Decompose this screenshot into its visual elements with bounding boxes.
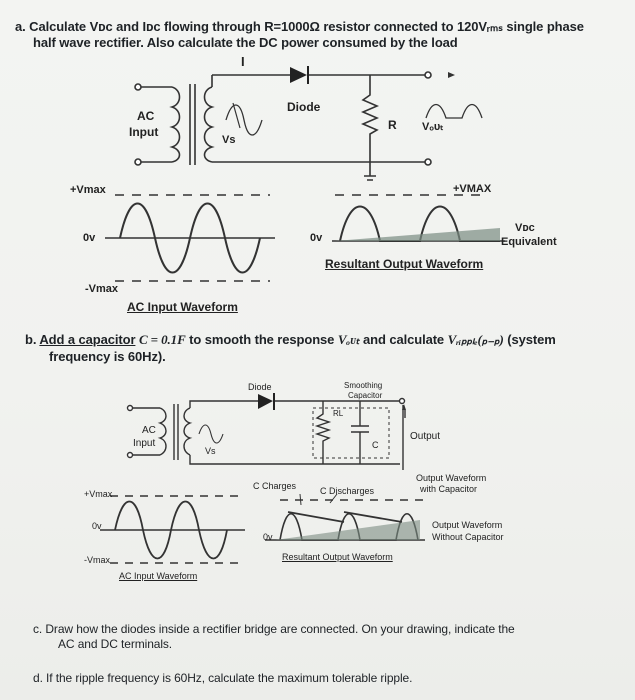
part-b-question-line2: frequency is 60Hz). — [49, 349, 166, 364]
b-plus-vmax: +Vmax — [84, 489, 113, 499]
b-zero-left: 0v — [92, 521, 102, 531]
part-a-question-line2: half wave rectifier. Also calculate the DC power consumed by the load — [33, 35, 458, 50]
part-d-line1: d. If the ripple frequency is 60Hz, calculate the maximum tolerable ripple. — [33, 671, 413, 685]
input-waveform-title: AC Input Waveform — [127, 300, 238, 314]
r-label: R — [388, 118, 397, 132]
b-ac-label: AC — [142, 425, 156, 436]
part-b-vout: Vₒᴜₜ — [337, 332, 360, 347]
plus-vmax-left: +Vmax — [70, 184, 106, 196]
b-bottom-wire — [190, 455, 400, 464]
b-zero-right: 0v — [263, 532, 273, 542]
part-c-line2: AC and DC terminals. — [58, 637, 173, 651]
b-output-with-cap1: Output Waveform — [416, 473, 487, 483]
b-smoothing-label: Smoothing — [344, 381, 383, 390]
current-label: I — [241, 54, 245, 69]
part-b-prefix: b. — [25, 332, 37, 347]
b-top-wire — [190, 401, 400, 408]
b-core — [174, 404, 178, 460]
b-output-label: Output — [410, 431, 441, 442]
output-waveform-title: Resultant Output Waveform — [325, 257, 484, 271]
b-capacitor — [351, 401, 369, 464]
b-input-label: Input — [133, 438, 156, 449]
part-b-tail: (system — [507, 332, 556, 347]
b-output-waveform-title: Resultant Output Waveform — [282, 552, 393, 562]
ac-label: AC — [137, 109, 155, 123]
b-output-without-cap1: Output Waveform — [432, 520, 503, 530]
vs-label: Vs — [222, 134, 236, 146]
b-capacitor-label: Capacitor — [348, 391, 383, 400]
zero-right: 0v — [310, 232, 323, 244]
b-output-with-cap2: with Capacitor — [420, 484, 478, 494]
part-b-mid: to smooth the response — [189, 332, 335, 347]
b-c-label: C — [372, 440, 379, 450]
part-c-line1: c. Draw how the diodes inside a rectifier bridge are connected. On your drawing, indicate the — [33, 622, 515, 636]
part-b-formula: C = 0.1F — [138, 332, 186, 347]
b-minus-vmax: -Vmax — [84, 555, 111, 565]
part-b-and: and calculate — [363, 332, 445, 347]
input-label: Input — [129, 125, 159, 139]
part-a-question-line1: a. Calculate Vᴅᴄ and Iᴅᴄ flowing through R=1000Ω resistor connected to 120Vᵣₘₛ single phase — [15, 19, 584, 34]
b-output-without-cap2: Without Capacitor — [432, 532, 504, 542]
b-secondary-coil — [184, 408, 190, 455]
part-b-add-capacitor: Add a capacitor — [39, 332, 136, 347]
b-resistor — [317, 401, 329, 464]
b-rl-label: RL — [333, 409, 344, 418]
b-c-charges: C Charges — [253, 481, 297, 491]
vout-label: Vₒᴜₜ — [422, 121, 444, 133]
b-vs-label: Vs — [205, 446, 216, 456]
b-input-waveform-title: AC Input Waveform — [119, 571, 198, 581]
plus-vmax-right: +VMAX — [453, 183, 492, 195]
equivalent-label: Equivalent — [501, 236, 557, 248]
b-primary-coil — [160, 408, 166, 455]
vdc-label: Vᴅᴄ — [515, 222, 535, 234]
b-diode-label: Diode — [248, 382, 272, 392]
b-c-discharges: C Discharges — [320, 486, 375, 496]
diode-label: Diode — [287, 100, 321, 114]
part-b-vripple: Vᵣᵢₚₚₗₑ(ₚ₋ₚ) — [447, 332, 504, 347]
minus-vmax-left: -Vmax — [85, 283, 119, 295]
zero-left: 0v — [83, 232, 96, 244]
